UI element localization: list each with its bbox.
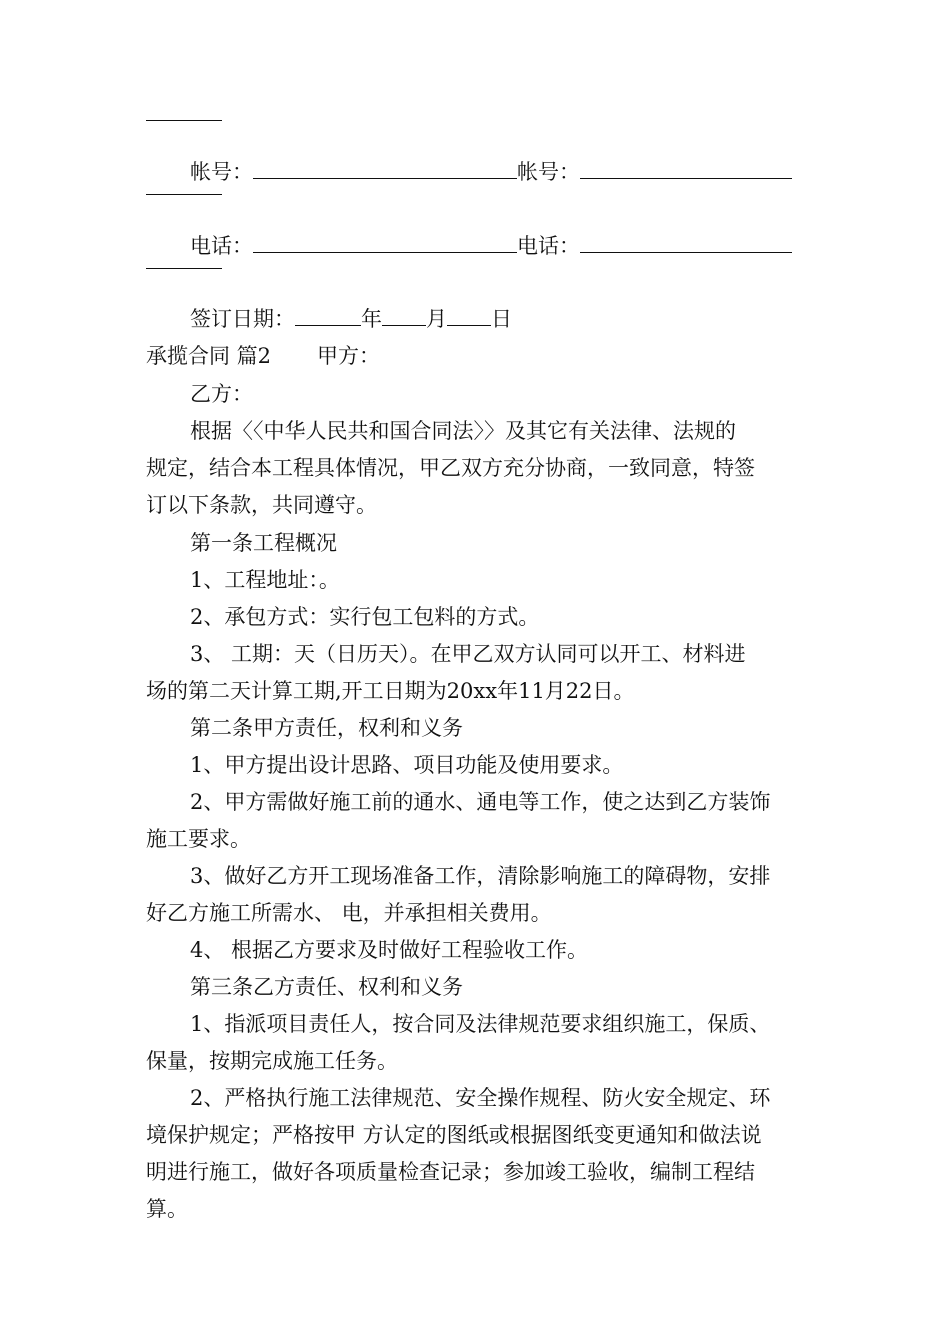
sign-date-row — [190, 305, 850, 332]
day-label: 日 — [491, 307, 512, 331]
phone-label-b: 电话： — [517, 234, 580, 258]
account-blank-b — [580, 158, 792, 179]
article-1-item: 1、工程地址：。 — [190, 568, 340, 592]
account-blank-a — [253, 158, 517, 179]
article-2-item: 4、 根据乙方要求及时做好工程验收工作。 — [190, 938, 589, 962]
article-3-item: 明进行施工，做好各项质量检查记录；参加竣工验收，编制工程结 — [146, 1160, 755, 1184]
article-1-item: 3、 工期：天（日历天）。在甲乙双方认同可以开工、材料进 — [190, 642, 746, 666]
month-label: 月 — [426, 307, 447, 331]
article-2-item: 2、甲方需做好施工前的通水、通电等工作，使之达到乙方装饰 — [190, 790, 771, 814]
blank-line-continuation — [146, 194, 222, 195]
phone-row — [190, 232, 850, 259]
account-label-a: 帐号： — [190, 160, 253, 184]
phone-label-a: 电话： — [190, 234, 253, 258]
article-3-item: 境保护规定；严格按甲 方认定的图纸或根据图纸变更通知和做法说 — [146, 1123, 762, 1147]
section-heading-row — [146, 343, 806, 369]
article-1-item: 场的第二天计算工期,开工日期为20xx年11月22日。 — [146, 679, 635, 703]
party-a-label: 甲方： — [317, 344, 381, 368]
article-2-title: 第二条甲方责任，权利和义务 — [190, 716, 463, 740]
article-2-item: 施工要求。 — [146, 827, 251, 851]
intro-line: 根据〈〈中华人民共和国合同法〉〉及其它有关法律、法规的 — [190, 419, 736, 443]
article-3-title: 第三条乙方责任、权利和义务 — [190, 975, 463, 999]
sign-date-label: 签订日期： — [190, 307, 295, 331]
article-2-item: 好乙方施工所需水、 电，并承担相关费用。 — [146, 901, 552, 925]
year-blank — [295, 305, 361, 326]
year-label: 年 — [361, 307, 382, 331]
article-1-title: 第一条工程概况 — [190, 531, 337, 555]
article-2-item: 1、甲方提出设计思路、项目功能及使用要求。 — [190, 753, 624, 777]
month-blank — [382, 305, 426, 326]
intro-line: 规定，结合本工程具体情况，甲乙双方充分协商，一致同意，特签 — [146, 456, 755, 480]
article-3-item: 1、指派项目责任人，按合同及法律规范要求组织施工，保质、 — [190, 1012, 771, 1036]
intro-line: 订以下条款，共同遵守。 — [146, 493, 377, 517]
party-b-label: 乙方： — [190, 382, 253, 406]
article-3-item: 算。 — [146, 1197, 188, 1221]
section-heading: 承揽合同 篇2 — [146, 344, 272, 368]
article-1-item: 2、承包方式：实行包工包料的方式。 — [190, 605, 540, 629]
blank-line-continuation — [146, 268, 222, 269]
article-2-item: 3、做好乙方开工现场准备工作，清除影响施工的障碍物，安排 — [190, 864, 771, 888]
article-3-item: 2、严格执行施工法律规范、安全操作规程、防火安全规定、环 — [190, 1086, 771, 1110]
article-3-item: 保量，按期完成施工任务。 — [146, 1049, 398, 1073]
account-label-b: 帐号： — [517, 160, 580, 184]
phone-blank-a — [253, 232, 517, 253]
account-row — [190, 158, 850, 185]
day-blank — [447, 305, 491, 326]
phone-blank-b — [580, 232, 792, 253]
blank-line-continuation — [146, 120, 222, 121]
